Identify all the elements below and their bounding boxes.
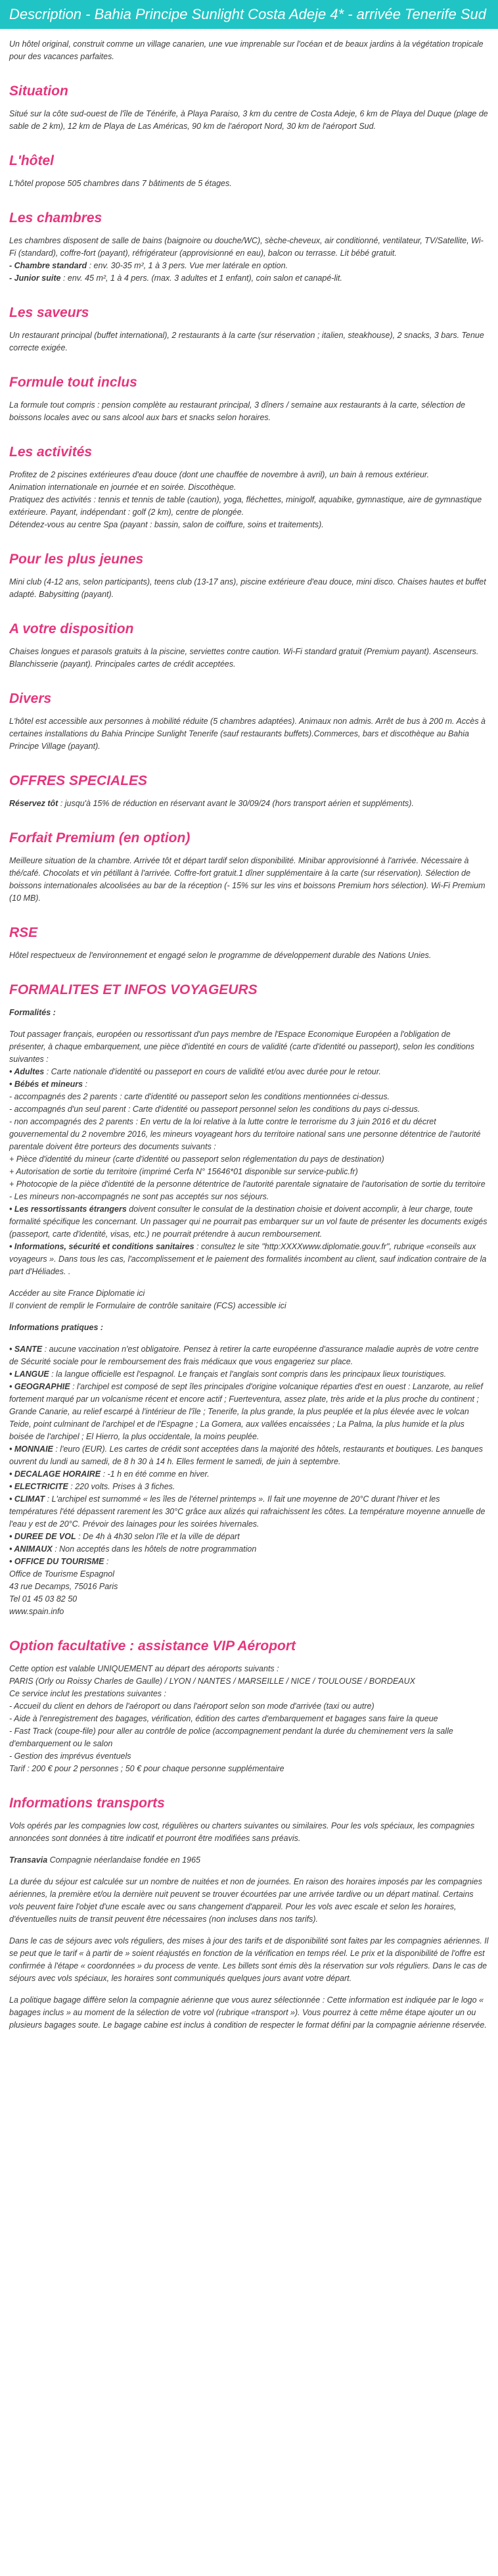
disposition-text: Chaises longues et parasols gratuits à la piscine, serviettes contre caution. Wi-Fi standard gratuit (Premium payant). Ascenseurs. Blanchisserie (payant). Principales cartes de crédit acceptées. [9, 647, 479, 669]
office-line: 43 rue Decamps, 75016 Paris [9, 1582, 118, 1591]
chambre-standard [9, 260, 489, 272]
info-label: • DECALAGE HORAIRE [9, 1469, 101, 1479]
info-text: : Non acceptés dans les hôtels de notre programmation [52, 1544, 257, 1554]
info-item [9, 1543, 489, 1556]
rse-heading: RSE [9, 925, 38, 940]
transports-block [9, 1820, 489, 2032]
info-label: • CLIMAT [9, 1494, 45, 1504]
office-line: Office de Tourisme Espagnol [9, 1569, 115, 1579]
chambre-junior [9, 272, 489, 285]
situation-text: Situé sur la côte sud-ouest de l'île de Ténérife, à Playa Paraiso, 3 km du centre de Costa Adeje, 6 km de Playa del Duque (plage de sable de 2 km), 12 km de Playa de Las Américas, 90 km de l'aéroport Nord, 30 km de l'aéroport Sud. [9, 109, 488, 131]
divers-heading: Divers [9, 691, 52, 706]
forfait-text: Meilleure situation de la chambre. Arrivée tôt et départ tardif selon disponibilité. Minibar approvisionné à l'arrivée. Nécessaire à thé/café. Chocolats et vin pétillant à l'arrivée. Coffre-fort gratuit.1 dîner supplémentaire à la carte (sur réservation). Sélection de boissons internationales alcoolisées au bar de la réception (- 15% sur les vins et boissons Premium hors sélection). Wi-Fi Premium (10 MB). [9, 856, 486, 903]
info-text: : l'archipel est composé de sept îles principales d'origine volcanique réparties d'est en ouest : Lanzarote, au relief fortement marqué par un volcanisme récent et encore actif ; Fuerteventura, assez plate, très aride et la plus proche du continent ; Grande Canarie, au relief escarpé à l'intérieur de l'île ; Tenerife, la plus grande, la plus peuplée et la plus élevée avec le volcan Teide, point culminant de l'archipel et de l'Espagne ; La Gomera, aux vallées encaissées ; La Palma, la plus humide et la plus boisée de l'archipel ; El Hierro, la plus occidentale, la moins peuplée. [9, 1382, 483, 1441]
france-diplomatie-link[interactable]: Accéder au site France Diplomatie ici [9, 1289, 145, 1298]
page-title: Description - Bahia Principe Sunlight Costa Adeje 4* - arrivée Tenerife Sud [0, 0, 498, 29]
vip-heading: Option facultative : assistance VIP Aéroport [9, 1638, 296, 1654]
saveurs-heading: Les saveurs [9, 305, 89, 320]
info-item [9, 1556, 489, 1568]
vip-line: Cette option est valable UNIQUEMENT au départ des aéroports suivants : [9, 1664, 279, 1673]
jeunes-text: Mini club (4-12 ans, selon participants), teens club (13-17 ans), piscine extérieure d'eau douce, mini disco. Chaises hautes et buffet adapté. Babysitting (payant). [9, 577, 486, 599]
formalites-bebes-line: + Pièce d'identité du mineur (carte d'identité ou passeport selon réglementation du pays de destination) [9, 1155, 384, 1164]
formalites-etrangers [9, 1203, 489, 1241]
formule-text: La formule tout compris : pension complète au restaurant principal, 3 dîners / semaine aux restaurants à la carte, sélection de boissons locales avec ou sans alcool aux bars et snacks selon horaires. [9, 400, 466, 422]
office-line: Tel 01 45 03 82 50 [9, 1594, 78, 1604]
offres-label: Réservez tôt [9, 799, 58, 808]
chambre-standard-label: - Chambre standard [9, 261, 87, 270]
chambre-junior-label: - Junior suite [9, 274, 61, 283]
vip-line: - Gestion des imprévus éventuels [9, 1752, 131, 1761]
transports-p3: Dans le cas de séjours avec vols réguliers, des mises à jour des tarifs et de disponibilité sont faites par les compagnies aériennes. Il se peut que le tarif « à partir de » soient réajustés en fonction de la vérification en temps réel. Le prix et la disponibilité de l'offre est confirmée à l'étape « coordonnées » du process de vente. Les billets sont émis dès la réservation sur vols réguliers. Dans le cas de séjours avec vols spéciaux, les horaires sont communiqués quelques jours avant votre départ. [9, 1936, 489, 1983]
formalites-bebes-line: - accompagnés des 2 parents : carte d'identité ou passeport selon les conditions mentionnées ci-dessus. [9, 1092, 390, 1101]
info-item [9, 1368, 489, 1381]
chambres-block [9, 235, 489, 285]
transports-heading: Informations transports [9, 1796, 165, 1811]
info-label: • MONNAIE [9, 1444, 53, 1454]
info-label: • OFFICE DU TOURISME [9, 1557, 104, 1566]
activites-block [9, 469, 489, 531]
formalites-p1: Tout passager français, européen ou ressortissant d'un pays membre de l'Espace Economique Européen a l'obligation de présenter, à chaque embarquement, une pièce d'identité en cours de validité (carte d'identité ou passeport), selon les conditions suivantes : [9, 1030, 474, 1064]
formalites-adultes [9, 1066, 489, 1078]
saveurs-text: Un restaurant principal (buffet international), 2 restaurants à la carte (sur réservation ; italien, steakhouse), 2 snacks, 3 bars. Tenue correcte exigée. [9, 331, 484, 352]
info-label: • SANTE [9, 1345, 43, 1354]
formalites-adultes-label: • Adultes [9, 1067, 45, 1076]
formalites-sanitaires-text: : consultez le site "http:XXXXwww.diplomatie.gouv.fr", rubrique «conseils aux voyageurs ». Dans tous les cas, l'accomplissement et le paiement des formalités incombent au client, sauf indication contraire de la part d'Héliades. . [9, 1242, 487, 1276]
info-item [9, 1531, 489, 1543]
formalites-sub-label: Formalités : [9, 1008, 56, 1017]
formalites-sub [9, 1007, 489, 1019]
info-text: : l'euro (EUR). Les cartes de crédit sont acceptées dans la majorité des hôtels, restaurants et boutiques. Les banques ouvrent du lundi au samedi, de 8 h 30 à 14 h. Elles ferment le samedi, de juin à septembre. [9, 1444, 484, 1466]
situation-heading: Situation [9, 83, 68, 99]
info-item [9, 1468, 489, 1481]
transports-p1: Vols opérés par les compagnies low cost, régulières ou charters suivantes ou similaires. Pour les vols spéciaux, les compagnies annoncées sont données à titre indicatif et pourront être modifiées sans préavis. [9, 1821, 475, 1843]
vip-line: - Fast Track (coupe-file) pour aller au contrôle de police (accompagnement pendant la durée du cheminement vers la salle d'embarquement ou le salon [9, 1727, 453, 1748]
formalites-sanitaires-label: • Informations, sécurité et conditions sanitaires [9, 1242, 194, 1251]
vip-line: Ce service inclut les prestations suivantes : [9, 1689, 166, 1698]
info-label: • GEOGRAPHIE [9, 1382, 70, 1391]
activites-line: Détendez-vous au centre Spa (payant : bassin, salon de coiffure, soins et traitements). [9, 520, 324, 529]
info-item [9, 1493, 489, 1531]
info-text: : 220 volts. Prises à 3 fiches. [68, 1482, 175, 1491]
info-text: : aucune vaccination n'est obligatoire. Pensez à retirer la carte européenne d'assurance maladie auprès de votre centre de Sécurité sociale pour le remboursement des frais médicaux que vous engageriez sur place. [9, 1345, 479, 1366]
info-text: : -1 h en été comme en hiver. [101, 1469, 210, 1479]
office-website-link[interactable]: www.spain.info [9, 1607, 64, 1616]
info-label: • DUREE DE VOL [9, 1532, 76, 1541]
transavia-label: Transavia [9, 1855, 48, 1865]
activites-line: Pratiquez des activités : tennis et tennis de table (caution), yoga, fléchettes, minigolf, aquabike, gymnastique, aire de gymnastique extérieure. Payant, indépendant : golf (2 km), centre de plongée. [9, 495, 482, 517]
info-item [9, 1381, 489, 1443]
activites-line: Animation internationale en journée et en soirée. Discothèque. [9, 483, 237, 492]
forfait-heading: Forfait Premium (en option) [9, 830, 191, 846]
rse-text: Hôtel respectueux de l'environnement et engagé selon le programme de développement durable des Nations Unies. [9, 951, 432, 960]
formalites-bebes-label: • Bébés et mineurs [9, 1080, 83, 1089]
formalites-bebes [9, 1078, 489, 1091]
activites-line: Profitez de 2 piscines extérieures d'eau douce (dont une chauffée de novembre à avril), un bain à remous extérieur. [9, 470, 430, 479]
disposition-heading: A votre disposition [9, 621, 134, 636]
formalites-sanitaires [9, 1241, 489, 1278]
chambre-standard-text: : env. 30-35 m², 1 à 3 pers. Vue mer latérale en option. [87, 261, 288, 270]
infos-heading [9, 1322, 489, 1334]
info-text: : [104, 1557, 109, 1566]
fcs-link[interactable]: Il convient de remplir le Formulaire de contrôle sanitaire (FCS) accessible ici [9, 1301, 286, 1310]
transports-p4: La politique bagage diffère selon la compagnie aérienne que vous aurez sélectionnée : Cette information est indiquée par le logo « bagages inclus » au moment de la sélection de votre vol (rubrique «transport »). Vous pourrez à cette même étape ajouter un ou plusieurs bagages soute. Le bagage cabine est inclus à condition de respecter le format défini par la compagnie aérienne réservée. [9, 1995, 487, 2030]
formalites-bebes-line: - non accompagnés des 2 parents : En vertu de la loi relative à la lutte contre le terrorisme du 3 juin 2016 et du décret gouvernemental du 2 novembre 2016, les mineurs voyageant hors du territoire national sans une personne détentrice de l'autorité parentale doivent être porteurs des documents suivants : [9, 1117, 481, 1151]
hotel-text: L'hôtel propose 505 chambres dans 7 bâtiments de 5 étages. [9, 179, 232, 188]
content [0, 38, 498, 2032]
transports-transavia [9, 1854, 489, 1867]
formalites-block [9, 1007, 489, 1618]
vip-block [9, 1663, 489, 1775]
chambre-junior-text: : env. 45 m², 1 à 4 pers. (max. 3 adultes et 1 enfant), coin salon et canapé-lit. [60, 274, 342, 283]
vip-line: Tarif : 200 € pour 2 personnes ; 50 € pour chaque personne supplémentaire [9, 1764, 284, 1773]
vip-line: - Accueil du client en dehors de l'aéroport ou dans l'aéroport selon son mode d'arrivée (taxi ou autre) [9, 1702, 374, 1711]
info-item [9, 1343, 489, 1368]
formalites-adultes-text: : Carte nationale d'identité ou passeport en cours de validité et/ou avec durée pour le retour. [44, 1067, 381, 1076]
transavia-text: Compagnie néerlandaise fondée en 1965 [47, 1855, 200, 1865]
info-text: : De 4h à 4h30 selon l'île et la ville de départ [76, 1532, 240, 1541]
info-label: • LANGUE [9, 1370, 49, 1379]
transports-p2: La durée du séjour est calculée sur un nombre de nuitées et non de journées. En raison des horaires imposés par les compagnies aériennes, la première et/ou la dernière nuit peuvent se trouver écourtées par une arrivée tardive ou un départ matinal. Certains vols peuvent faire l'objet d'une escale avec ou sans changement d'appareil. Pour les vols avec escale et selon les horaires, d'éventuelles nuits de transit peuvent être nécessaires (non incluses dans nos tarifs). [9, 1877, 482, 1924]
info-label: • ANIMAUX [9, 1544, 53, 1554]
vip-line: PARIS (Orly ou Roissy Charles de Gaulle) / LYON / NANTES / MARSEILLE / NICE / TOULOUSE / BORDEAUX [9, 1677, 416, 1686]
formalites-etrangers-text: doivent consulter le consulat de la destination choisie et doivent accomplir, à leur charge, toute formalité spécifique les concernant. Un passager qui ne pourrait pas embarquer sur un vol faute de présenter les documents exigés (passeport, carte d'identité, visas, etc.) ne pourrait prétendre à aucun remboursement. [9, 1205, 487, 1239]
offres-heading: OFFRES SPECIALES [9, 773, 148, 788]
formalites-bebes-line: - Les mineurs non-accompagnés ne sont pas acceptés sur nos séjours. [9, 1192, 269, 1201]
activites-heading: Les activités [9, 444, 93, 460]
infos-heading-label: Informations pratiques : [9, 1323, 104, 1332]
jeunes-heading: Pour les plus jeunes [9, 552, 144, 567]
info-text: : L'archipel est surnommé « les îles de l'éternel printemps ». Il fait une moyenne de 20°C durant l'hiver et les températures l'été dépassent rarement les 30°C grâce aux alizés qui rafraichissent les côtes. La température moyenne annuelle de l'eau y est de 20°C. Prévoir des lainages pour les soirées hivernales. [9, 1494, 486, 1529]
formalites-etrangers-label: • Les ressortissants étrangers [9, 1205, 127, 1214]
formalites-heading: FORMALITES ET INFOS VOYAGEURS [9, 982, 258, 997]
chambres-text: Les chambres disposent de salle de bains (baignoire ou douche/WC), sèche-cheveux, air conditionné, ventilateur, TV/Satellite, Wi-Fi (standard), coffre-fort (payant), réfrigérateur (approvisionné en eau), balcon ou terrasse. Lit bébé gratuit. [9, 236, 484, 258]
formalites-bebes-text: : [83, 1080, 88, 1089]
chambres-heading: Les chambres [9, 210, 102, 226]
formalites-bebes-line: - accompagnés d'un seul parent : Carte d'identité ou passeport personnel selon les conditions du pays ci-dessus. [9, 1105, 420, 1114]
formalites-bebes-line: + Autorisation de sortie du territoire (imprimé Cerfa N° 15646*01 disponible sur service-public.fr) [9, 1167, 358, 1176]
offres-detail: : jusqu'à 15% de réduction en réservant avant le 30/09/24 (hors transport aérien et suppléments). [58, 799, 414, 808]
divers-text: L'hôtel est accessible aux personnes à mobilité réduite (5 chambres adaptées). Animaux non admis. Arrêt de bus à 200 m. Accès à certaines installations du Bahia Principe Sunlight Tenerife (sauf restaurants buffets).Commerces, bars et discothèque au Bahia Principe Village (payant). [9, 717, 486, 751]
intro-text: Un hôtel original, construit comme un village canarien, une vue imprenable sur l'océan et de beaux jardins à la végétation tropicale pour des vacances parfaites. [9, 39, 484, 61]
hotel-heading: L'hôtel [9, 153, 54, 168]
info-item [9, 1443, 489, 1468]
info-item [9, 1481, 489, 1493]
vip-line: - Aide à l'enregistrement des bagages, vérification, édition des cartes d'embarquement et bagages sans faire la queue [9, 1714, 438, 1723]
offres-text [9, 798, 489, 810]
info-text: : la langue officielle est l'espagnol. Le français et l'anglais sont compris dans les principaux lieux touristiques. [49, 1370, 447, 1379]
formule-heading: Formule tout inclus [9, 375, 137, 390]
info-label: • ELECTRICITE [9, 1482, 68, 1491]
formalites-bebes-line: + Photocopie de la pièce d'identité de la personne détentrice de l'autorité parentale signataire de l'autorisation de sortie du territoire [9, 1180, 486, 1189]
